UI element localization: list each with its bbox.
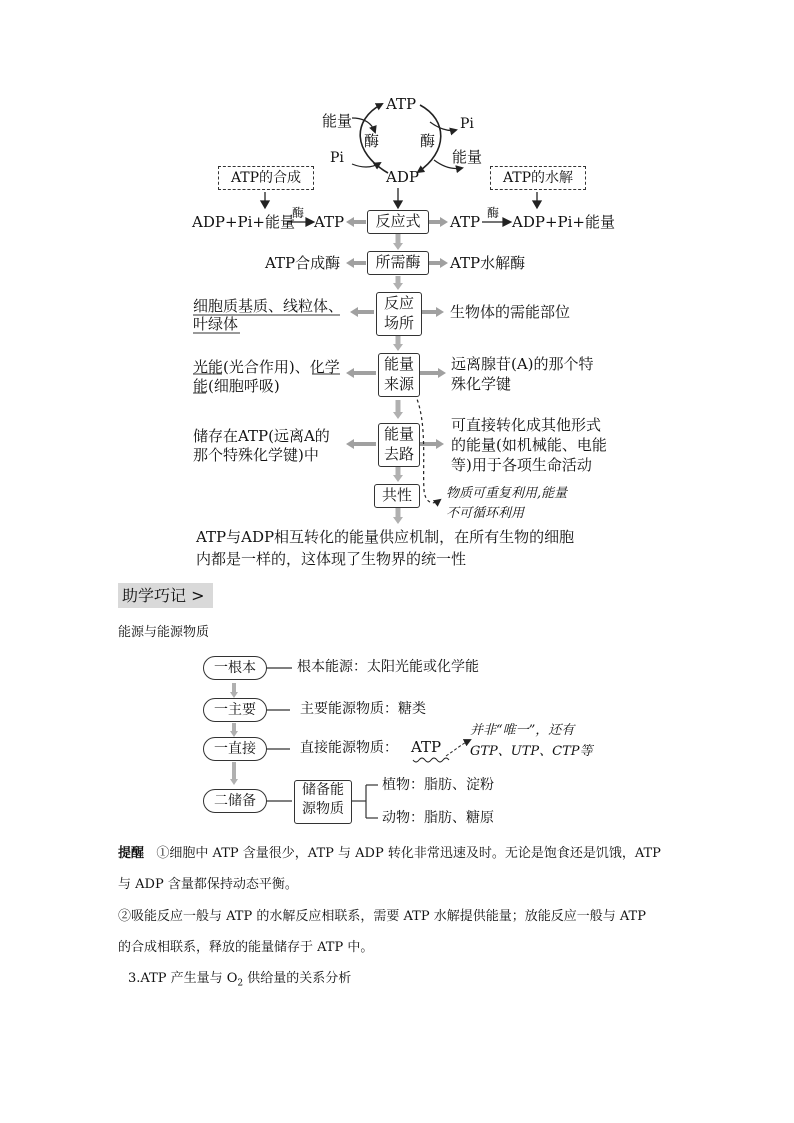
storage-plant: 植物：脂肪、淀粉 [382, 777, 494, 793]
cycle-pi-in: Pi [330, 150, 344, 166]
source-left-line1 [193, 358, 340, 376]
node-main-text: 主要能源物质：糖类 [300, 701, 426, 717]
cycle-adp: ADP [386, 168, 419, 186]
common-note-1: 物质可重复利用,能量 [446, 486, 568, 501]
eq-right-a: ATP [450, 213, 481, 231]
fate-left-2: 那个特殊化学键)中 [193, 446, 319, 464]
label-site-2: 场所 [383, 314, 414, 332]
atp-note-arrow [446, 740, 470, 756]
node-direct: 一直接 [203, 737, 267, 761]
node-root-text: 根本能源：太阳光能或化学能 [297, 659, 479, 675]
source-right-1: 远离腺苷(A)的那个特 [451, 355, 594, 373]
atp-wavy-underline [413, 758, 449, 762]
hydrolysis-box: ATP的水解 [490, 166, 586, 190]
conclusion-line1: ATP与ADP相互转化的能量供应机制，在所有生物的细胞 [196, 528, 575, 546]
tip-label: 提醒 [118, 846, 145, 861]
fate-right-3: 等)用于各项生命活动 [451, 456, 592, 474]
source-left-e: (细胞呼吸) [208, 377, 280, 395]
label-site [376, 292, 422, 336]
source-left-d: 能 [193, 377, 209, 395]
label-source-2: 来源 [383, 375, 414, 393]
section-title: 助学巧记 > [118, 583, 213, 608]
node-root: 一根本 [203, 656, 267, 680]
source-right-2: 殊化学键 [451, 375, 512, 393]
label-fate-2: 去路 [383, 445, 414, 463]
tip-2b: 的合成相联系，释放的能量储存于 ATP 中。 [118, 940, 374, 955]
cycle-atp: ATP [386, 95, 417, 113]
fate-left-1: 储存在ATP(远离A的 [193, 427, 330, 445]
label-fate-1: 能量 [383, 425, 414, 443]
source-left-line2 [193, 377, 280, 395]
eq-left-enzyme: 酶 [292, 206, 305, 220]
label-fate [378, 423, 420, 467]
conclusion-line2: 内都是一样的，这体现了生物界的统一性 [196, 550, 467, 568]
cycle-energy-in: 能量 [322, 112, 353, 130]
node-direct-atp: ATP [411, 738, 442, 756]
label-equation: 反应式 [367, 210, 429, 234]
label-site-1: 反应 [383, 294, 414, 312]
label-enzyme: 所需酶 [367, 251, 429, 275]
storage-box-1: 储备能 [302, 782, 344, 798]
source-left-b: (光合作用)、 [223, 358, 310, 376]
energy-heading: 能源与能源物质 [118, 625, 210, 640]
cycle-energy-out: 能量 [452, 148, 483, 166]
tip-3-sub: 2 [237, 978, 244, 989]
atp-note-1: 并非“唯一”，还有 [470, 723, 575, 738]
eq-right-enzyme: 酶 [487, 206, 500, 220]
site-left-2: 叶绿体 [193, 315, 239, 333]
atp-note-2: GTP、UTP、CTP等 [470, 744, 593, 759]
site-right: 生物体的需能部位 [450, 303, 571, 321]
source-left-c: 化学 [309, 358, 340, 376]
common-note-2: 不可循环利用 [446, 506, 525, 521]
storage-box [294, 780, 352, 824]
storage-animal: 动物：脂肪、糖原 [382, 810, 494, 826]
node-storage: 二储备 [203, 789, 267, 813]
cycle-enzyme-left: 酶 [364, 132, 380, 150]
label-source-1: 能量 [383, 355, 414, 373]
tip-3 [128, 967, 351, 989]
eq-right-b: ADP+Pi+能量 [512, 213, 615, 231]
tip-1b: 与 ADP 含量都保持动态平衡。 [118, 877, 298, 892]
storage-box-2: 源物质 [302, 801, 344, 817]
down-arrows [261, 188, 541, 208]
label-source [378, 353, 420, 397]
cycle-pi-out: Pi [460, 116, 474, 132]
fate-right-1: 可直接转化成其他形式 [451, 416, 602, 434]
enzyme-left: ATP合成酶 [265, 254, 341, 272]
source-left-a: 光能 [193, 358, 224, 376]
eq-left-b: ATP [314, 213, 345, 231]
label-common: 共性 [374, 484, 420, 508]
enzyme-right: ATP水解酶 [450, 254, 526, 272]
site-left-1: 细胞质基质、线粒体、 [193, 297, 344, 315]
fate-right-2: 的能量(如机械能、电能 [451, 436, 607, 454]
tip-2a: ②吸能反应一般与 ATP 的水解反应相联系，需要 ATP 水解提供能量；放能反应一般与 ATP [118, 909, 646, 924]
cycle-enzyme-right: 酶 [420, 132, 436, 150]
synthesis-box: ATP的合成 [218, 166, 314, 190]
node-direct-text: 直接能源物质： [300, 740, 398, 756]
tip-3a: 3.ATP 产生量与 O [128, 971, 238, 986]
node-main: 一主要 [203, 698, 267, 722]
eq-left-a: ADP+Pi+能量 [192, 213, 295, 231]
left-arrows [346, 217, 376, 378]
tip-1a: ①细胞中 ATP 含量很少，ATP 与 ADP 转化非常迅速及时。无论是饱食还是饥饿，ATP [156, 846, 661, 861]
tip-1-line1 [118, 842, 661, 861]
tip-3b: 供给量的关系分析 [243, 971, 352, 986]
